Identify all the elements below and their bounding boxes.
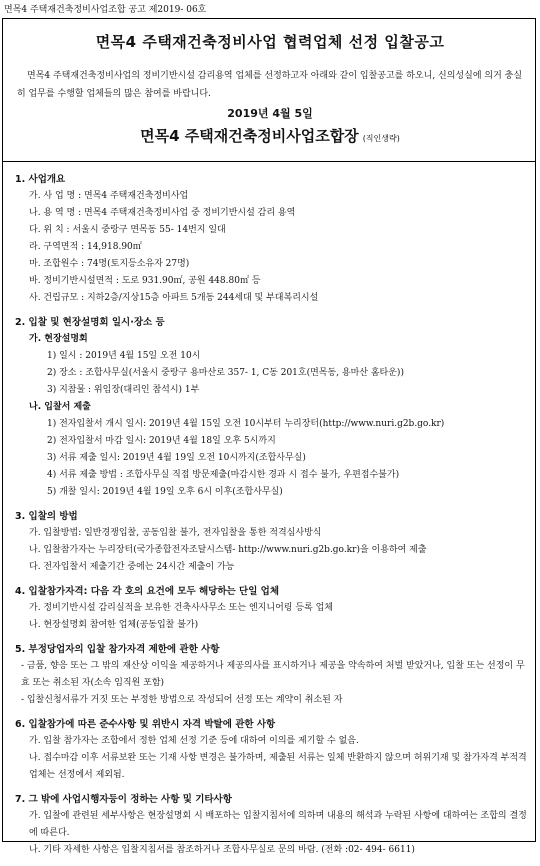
list-item: 가. 입찰방법: 일반경쟁입찰, 공동입찰 불가, 전자입찰을 통한 적격심사방식 <box>29 528 322 538</box>
section-project-overview <box>15 171 531 307</box>
section-restrictions <box>15 641 531 709</box>
section-heading: 3. 입찰의 방법 <box>15 511 78 522</box>
section-heading: 6. 입찰참가에 따른 준수사항 및 위반시 자격 박탈에 관한 사항 <box>15 719 276 730</box>
list-item: 나. 접수마감 이후 서류보완 또는 기재 사항 변경은 불가하며, 제출된 서류는 일체 반환하지 않으며 허위기재 및 참가자격 부적격 업체는 선정에서 제외됨. <box>29 753 527 780</box>
list-item: 가. 입찰에 관련된 세부사항은 현장설명회 시 배포하는 입찰지침서에 의하며 내용의 해석과 누락된 사항에 대하여는 조합의 결정에 따른다. <box>29 811 527 838</box>
section-bid-method <box>15 508 531 576</box>
list-item: - 입찰신청서류가 거짓 또는 부정한 방법으로 작성되어 선정 또는 계약이 취소된 자 <box>21 695 343 705</box>
section-eligibility <box>15 583 531 634</box>
list-item: 나. 현장설명회 참여한 업체(공동입찰 불가) <box>29 620 199 630</box>
list-item: 다. 전자입찰서 제출기간 중에는 24시간 제출이 가능 <box>29 562 235 572</box>
section-heading: 4. 입찰참가자격: 다음 각 호의 요건에 모두 해당하는 단일 업체 <box>15 586 280 597</box>
list-item: 5) 개찰 일시: 2019년 4월 19일 오후 6시 이후(조합사무실) <box>47 487 283 497</box>
organization-title: 면목4 주택재건축정비사업조합장 <box>140 127 359 145</box>
notice-date: 2019년 4월 5일 <box>227 107 313 120</box>
list-item: 바. 정비기반시설면적 : 도로 931.90㎡, 공원 448.80㎡ 등 <box>29 276 261 286</box>
list-item: 3) 서류 제출 일시: 2019년 4월 19일 오전 10시까지(조합사무실) <box>47 453 306 463</box>
list-item: 4) 서류 제출 방법 : 조합사무실 직접 방문제출(마감시한 경과 시 접수 불가, 우편접수불가) <box>47 470 400 480</box>
notice-frame <box>2 18 536 855</box>
seal-note: (직인생략) <box>362 134 400 143</box>
section-compliance <box>15 716 531 784</box>
list-item: 라. 구역면적 : 14,918.90㎡ <box>29 242 142 252</box>
list-item: 1) 일시 : 2019년 4월 15일 오전 10시 <box>47 351 201 361</box>
list-item: 가. 정비기반시설 감리실적을 보유한 건축사사무소 또는 엔지니어링 등록 업체 <box>29 603 333 613</box>
list-item: 나. 입찰참가자는 누리장터(국가종합전자조달시스템- http://www.nuri.g2b.go.kr)을 이용하여 제출 <box>29 545 427 555</box>
list-item: 나. 용 역 명 : 면목4 주택재건축정비사업 중 정비기반시설 감리 용역 <box>29 208 296 218</box>
notice-number: 면목4 주택재건축정비사업조합 공고 제2019- 06호 <box>4 5 207 15</box>
list-item: 나. 기타 자세한 사항은 입찰지침서를 참조하거나 조합사무실로 문의 바람. (전화 :02- 494- 6611) <box>29 845 415 855</box>
notice-body <box>15 171 531 866</box>
list-item: 2) 전자입찰서 마감 일시: 2019년 4월 18일 오후 5시까지 <box>47 436 276 446</box>
section-bid-schedule <box>15 314 531 501</box>
list-item: 1) 전자입찰서 개시 일시: 2019년 4월 15일 오전 10시부터 누리장터(http://www.nuri.g2b.go.kr) <box>47 419 445 429</box>
organization-name <box>3 125 537 146</box>
list-item: 다. 위 치 : 서울시 중랑구 면목동 55- 14번지 일대 <box>29 225 226 235</box>
section-heading: 1. 사업개요 <box>15 174 66 185</box>
subsection-heading: 나. 입찰서 제출 <box>29 402 91 412</box>
section-other <box>15 791 531 859</box>
subsection-heading: 가. 현장설명회 <box>29 334 88 344</box>
list-item: 사. 건립규모 : 지하2층/지상15층 아파트 5개동 244세대 및 부대복리시설 <box>29 293 319 303</box>
section-heading: 2. 입찰 및 현장설명회 일시·장소 등 <box>15 317 165 328</box>
list-item: 2) 장소 : 조합사무실(서울시 중랑구 용마산로 357- 1, C동 201호(면목동, 용마산 홈타운)) <box>47 368 404 378</box>
section-heading: 5. 부정당업자의 입찰 참가자격 제한에 관한 사항 <box>15 644 220 655</box>
section-heading: 7. 그 밖에 사업시행자등이 정하는 사항 및 기타사항 <box>15 794 232 805</box>
list-item: 가. 사 업 명 : 면목4 주택재건축정비사업 <box>29 191 189 201</box>
notice-intro: 면목4 주택재건축정비사업의 정비기반시설 감리용역 업체를 선정하고자 아래와 같이 입찰공고를 하오니, 신의성실에 의거 충실히 업무를 수행할 업체들의 많은 참여를 바랍니다. <box>17 71 523 99</box>
list-item: 마. 조합원수 : 74명(토지등소유자 27명) <box>29 259 190 269</box>
list-item: 가. 입찰 참가자는 조합에서 정한 업체 선정 기준 등에 대하여 이의를 제기할 수 없음. <box>29 736 359 746</box>
list-item: - 금품, 향응 또는 그 밖의 재산상 이익을 제공하거나 제공의사를 표시하거나 제공을 약속하여 처벌 받았거나, 입찰 또는 선정이 무효 또는 취소된 자(소속 임직원 포함) <box>21 661 525 688</box>
notice-title: 면목4 주택재건축정비사업 협력업체 선정 입찰공고 <box>95 33 445 51</box>
list-item: 3) 지참물 : 위임장(대리인 참석시) 1부 <box>47 385 200 395</box>
divider <box>3 161 535 162</box>
